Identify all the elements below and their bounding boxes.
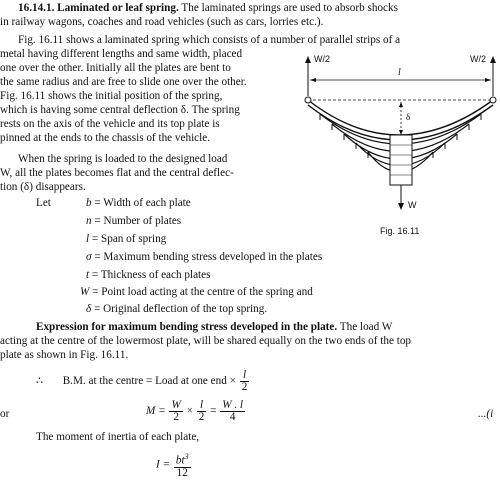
para2-line-8: pinned at the ends to the chassis of the vehicle. bbox=[0, 132, 211, 144]
expression-text: The load W bbox=[339, 321, 393, 333]
para3-line-1: When the spring is loaded to the designed load bbox=[18, 153, 228, 165]
definition-item bbox=[86, 302, 267, 317]
intro-text: The laminated springs are used to absorb shocks bbox=[181, 2, 398, 14]
let-word: Let bbox=[36, 197, 51, 209]
definition-item bbox=[80, 285, 313, 300]
para2-line-5: Fig. 16.11 shows the initial position of the spring, bbox=[0, 90, 223, 102]
bm-equation bbox=[36, 370, 250, 393]
definition-symbol: σ bbox=[86, 251, 92, 263]
expression-heading: Expression for maximum bending stress developed in the plate. bbox=[36, 321, 338, 333]
definition-text: = Width of each plate bbox=[94, 197, 191, 209]
definition-text: = Point load acting at the centre of the spring and bbox=[92, 286, 313, 298]
definition-text: = Thickness of each plates bbox=[91, 269, 211, 281]
figure-caption: Fig. 16.11 bbox=[380, 226, 420, 236]
definition-item bbox=[86, 214, 181, 229]
para2-line-1: Fig. 16.11 shows a laminated spring which consists of a number of parallel strips of a bbox=[18, 34, 401, 46]
m-equation: M = $\frac{W}{2}$ × $\frac{l}{2}$ = $\frac{W . l}{4}$ bbox=[146, 399, 244, 423]
equation-number: ...(i bbox=[478, 408, 494, 420]
definition-symbol: n bbox=[86, 215, 92, 227]
definition-text: = Maximum bending stress developed in the plates bbox=[94, 251, 323, 263]
w-over-2-fraction: $\frac{W}{2}$ bbox=[171, 399, 181, 423]
definition-symbol: t bbox=[86, 269, 90, 281]
para3-line-3: tion (δ) disappears. bbox=[0, 181, 86, 193]
therefore-symbol: ∴ bbox=[36, 375, 44, 388]
para2-line-3: one over the other. Initially all the plates are bent to bbox=[0, 62, 231, 74]
section-heading: 16.14.1. Laminated or leaf spring. bbox=[18, 2, 179, 14]
definition-symbol: W bbox=[80, 286, 90, 298]
definition-item bbox=[86, 268, 210, 283]
l-over-2-fraction: $\frac{l}{2}$ bbox=[198, 399, 205, 423]
para2-line-6: which is having some central deflection δ. The spring bbox=[0, 104, 240, 116]
or-word: or bbox=[0, 408, 10, 420]
l-over-2-fraction: $\frac{l}{2}$ bbox=[241, 369, 248, 393]
definition-symbol: δ bbox=[86, 303, 92, 315]
bm-text: B.M. at the centre = Load at one end × bbox=[62, 375, 236, 388]
m-equation-lhs: M = bbox=[146, 405, 166, 418]
load-label-right: W/2 bbox=[470, 54, 487, 64]
definition-text: = Original deflection of the top spring. bbox=[94, 303, 268, 315]
moi-text: The moment of inertia of each plate, bbox=[36, 431, 200, 443]
definition-symbol: l bbox=[86, 233, 90, 245]
intro-line-2: in railway wagons, coaches and road vehicles (such as cars, lorries etc.). bbox=[0, 16, 324, 28]
deflection-label: δ bbox=[406, 112, 411, 122]
load-label-left: W/2 bbox=[314, 54, 331, 64]
para3-line-2: W, all the plates becomes flat and the central deflec- bbox=[0, 167, 234, 179]
i-equation bbox=[156, 451, 192, 479]
expression-line-2: acting at the centre of the lowermost plate, will be shared equally on the two ends of the top bbox=[0, 335, 412, 347]
para2-line-7: rests on the axis of the vehicle and its top plate is bbox=[0, 118, 220, 130]
definition-text: = Span of spring bbox=[91, 233, 167, 245]
definition-item bbox=[86, 232, 166, 247]
definition-symbol: b bbox=[86, 197, 92, 209]
definition-item bbox=[86, 196, 191, 211]
load-label-centre: W bbox=[408, 200, 417, 210]
expression-line-3: plate as shown in Fig. 16.11. bbox=[0, 349, 129, 361]
definition-text: = Number of plates bbox=[94, 215, 182, 227]
definition-item bbox=[86, 250, 322, 265]
intro-line-1 bbox=[18, 1, 398, 16]
para2-line-4: the same radius and are free to slide one over the other. bbox=[0, 76, 247, 88]
figure-16-11 bbox=[298, 38, 500, 238]
span-label: l bbox=[398, 67, 401, 78]
bt3-over-12-fraction: $\frac{bt^3}{12}$ bbox=[175, 452, 189, 479]
expression-line-1 bbox=[36, 320, 392, 335]
i-equation-lhs: I = bbox=[156, 458, 171, 471]
para2-line-2: metal having different lengths and same width, placed bbox=[0, 48, 243, 60]
wl-over-4-fraction: $\frac{W . l}{4}$ bbox=[222, 399, 244, 423]
